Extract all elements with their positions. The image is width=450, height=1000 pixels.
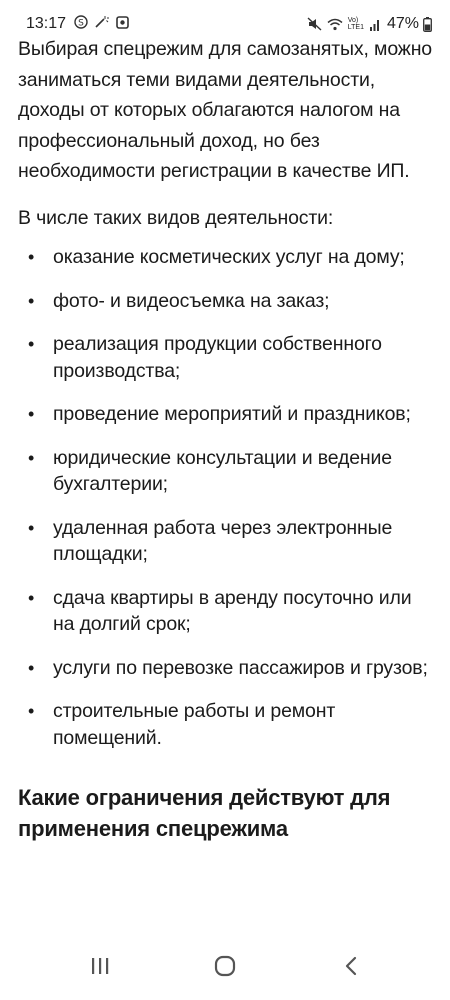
list-item	[18, 698, 436, 751]
bullet-icon: •	[28, 701, 35, 721]
back-icon	[344, 956, 358, 981]
battery-percent: 47%	[386, 15, 419, 32]
wifi-icon	[327, 18, 343, 31]
list-item	[18, 445, 436, 498]
recents-icon	[90, 957, 110, 980]
list-item-text: юридические консультации и ведение бухгалтерии;	[53, 446, 392, 495]
list-item-text: услуги по перевозке пассажиров и грузов;	[53, 656, 428, 679]
network-label	[348, 17, 364, 31]
magic-wand-icon	[94, 15, 110, 34]
section-heading: Какие ограничения действуют для применения спецрежима	[18, 785, 391, 841]
home-icon	[214, 955, 236, 982]
bullet-icon: •	[28, 517, 35, 538]
recents-button[interactable]	[80, 954, 120, 982]
status-left-icons	[74, 15, 129, 34]
bullet-icon: •	[28, 334, 35, 354]
article-body	[18, 34, 436, 844]
network-label-bottom: LTE1	[347, 24, 364, 31]
list-item	[18, 585, 436, 638]
list-item	[18, 288, 436, 315]
bullet-icon: •	[28, 657, 35, 678]
navigation-bar	[0, 936, 450, 1000]
svg-text:S: S	[78, 18, 84, 29]
list-item-text: строительные работы и ремонт помещений.	[53, 700, 336, 749]
list-item-text: фото- и видеосъемка на заказ;	[53, 289, 330, 312]
bullet-icon: •	[28, 447, 35, 468]
list-item	[18, 331, 436, 384]
network-label-top: Vo)	[347, 17, 359, 24]
bullet-icon: •	[28, 247, 35, 267]
intro-paragraph: Выбирая спецрежим для самозанятых, можно заниматься теми видами деятельности, доходы от которых облагаются налогом на профессиональный доход, но без необходимости регистрации в качестве ИП.	[18, 38, 433, 182]
list-item-text: проведение мероприятий и праздников;	[53, 403, 411, 425]
mute-icon	[307, 17, 323, 31]
list-item-text: реализация продукции собственного производства;	[53, 333, 382, 382]
bullet-icon: •	[28, 587, 35, 608]
signal-icon	[369, 18, 381, 31]
list-item-text: сдача квартиры в аренду посуточно или на долгий срок;	[53, 586, 412, 635]
lead-paragraph: В числе таких видов деятельности:	[18, 206, 334, 229]
activities-list	[18, 244, 436, 751]
back-button[interactable]	[331, 954, 371, 982]
bullet-icon: •	[28, 290, 35, 311]
skype-icon	[74, 15, 88, 34]
bullet-icon: •	[28, 404, 35, 424]
list-item-text: удаленная работа через электронные площадки;	[53, 516, 393, 565]
status-time: 13:17	[26, 15, 67, 32]
battery-icon	[423, 17, 432, 32]
gallery-icon	[116, 16, 129, 34]
list-item-text: оказание косметических услуг на дому;	[53, 246, 405, 268]
list-item	[18, 244, 436, 271]
list-item	[18, 515, 436, 568]
list-item	[18, 655, 436, 682]
home-button[interactable]	[205, 954, 245, 982]
list-item	[18, 401, 436, 428]
status-right-icons	[307, 15, 432, 33]
